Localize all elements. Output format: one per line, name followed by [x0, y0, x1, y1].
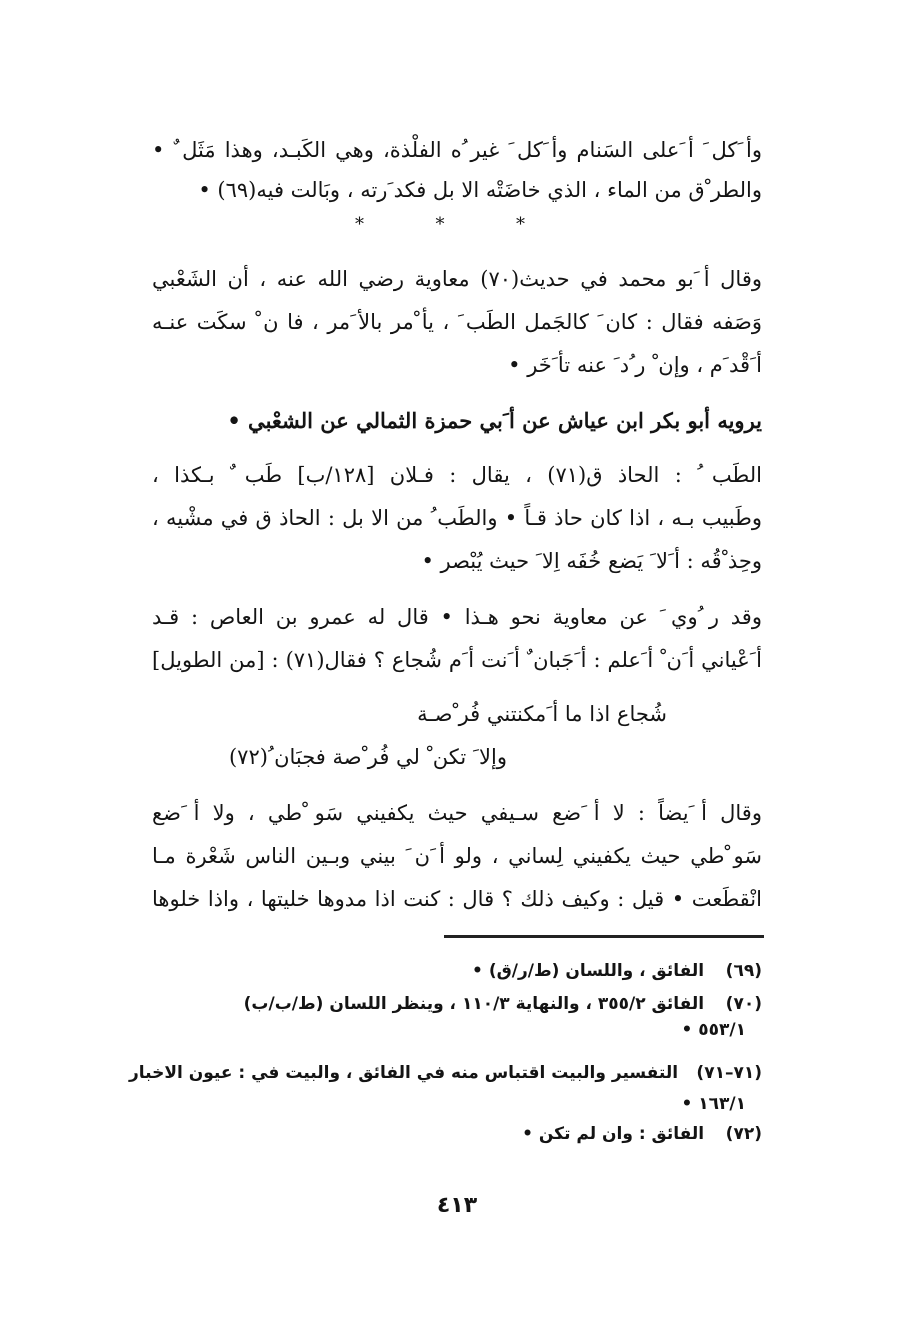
footnote-text: ١٦٣/١ • [681, 1094, 746, 1114]
body-line-10: وقد ر ُوي َ عن معاوية نحو هـذا • قال له عمرو بن العاص : قـد [152, 605, 762, 629]
footnote-70-continued [96, 1016, 746, 1044]
page-number: ٤١٣ [436, 1193, 478, 1218]
footnote-number: (٧١–٧١) [696, 1063, 762, 1083]
body-line-6: يرويه أبو بكر ابن عياش عن أ َبي حمزة الثمالي عن الشعْبي • [227, 408, 762, 433]
footnote-number: (٧٠) [725, 994, 762, 1014]
separator-star: * [355, 214, 364, 235]
footnote-number: (٦٩) [725, 961, 762, 981]
footnote-text: الفائق ، واللسان (ط/ر/ق) • [472, 961, 705, 981]
footnote-71-continued [96, 1090, 746, 1118]
verse-line-2: وإلا َ تكن ْ لي فُر ْصة فجبَان ُ(٧٢) [228, 745, 507, 769]
body-line-4: وَصَفه فقال : كان َ كالجَمل الطَب َ ، يأ ْمر بالأ َمر ، فا ن ْ سكَت عنـه [152, 310, 762, 334]
body-line-2: والطر ْق من الماء ، الذي خاضَتْه الا بل فكد َرته ، وبَالت فيه(٦٩) • [198, 178, 762, 202]
body-line-12: وقال أ َيضاً : لا أ َضع سـيفي حيث يكفيني سَو ْطي ، ولا أ َضع [152, 801, 762, 825]
body-line-11: أ َعْياني أ َن ْ أ َعلم : أ َجَبان ٌ أ َنت أ َم شُجاع ؟ فقال(٧١) : [من الطويل] [152, 648, 762, 672]
footnote-number: (٧٢) [725, 1124, 762, 1144]
footnote-71-71 [112, 1059, 762, 1087]
footnote-separator [444, 935, 764, 938]
section-separator [355, 214, 525, 235]
body-line-5: أ َقْد َم ، وإن ْ ر ُد َ عنه تأ َخَر • [508, 353, 762, 377]
footnote-text: التفسير والبيت اقتباس منه في الفائق ، والبيت في : عيون الاخبار [128, 1063, 679, 1083]
separator-star: * [516, 214, 525, 235]
body-line-8: وطَبيب بـه ، اذا كان حاذ قـاً • والطَب ُ من الا بل : الحاذ ق في مشْيه ، [152, 506, 762, 530]
footnote-70 [112, 990, 762, 1018]
footnote-69 [112, 957, 762, 985]
verse-line-1: شُجاع اذا ما أ َمكنتني فُر ْصـة [417, 702, 667, 726]
body-line-3: وقال أ َبو محمد في حديث(٧٠) معاوية رضي الله عنه ، أن الشَعْبي [152, 267, 762, 291]
body-line-9: وحِذ ْقُه : أ َلا َ يَضع خُفَه اِلا َ حيث يُبْصر • [421, 549, 762, 573]
body-line-14: انْقطَعت • قيل : وكيف ذلك ؟ قال : كنت اذا مدوها خليتها ، واذا خلوها [152, 887, 762, 911]
footnote-text: الفائق : وان لم تكن • [522, 1124, 705, 1144]
body-line-7: الطَب ُ : الحاذ ق(٧١) ، يقال : فـلان [١٢٨/ب] طَب ٌ بـكذا ، [152, 463, 762, 487]
footnote-text: الفائق ٣٥٥/٢ ، والنهاية ١١٠/٣ ، وينظر اللسان (ط/ب/ب) [243, 994, 705, 1014]
footnote-text: ٥٥٣/١ • [681, 1020, 746, 1040]
footnote-72 [112, 1120, 762, 1148]
body-line-1: وأ َكل َ أ َعلى السَنام وأ َكل َ غير ُه الفلْذة، وهي الكَبـد، وهذا مَثَل ٌ • [152, 138, 762, 162]
body-line-13: سَو ْطي حيث يكفيني لِساني ، ولو أ َن َ بيني وبـين الناس شَعْرة مـا [152, 844, 762, 868]
separator-star: * [435, 214, 445, 235]
